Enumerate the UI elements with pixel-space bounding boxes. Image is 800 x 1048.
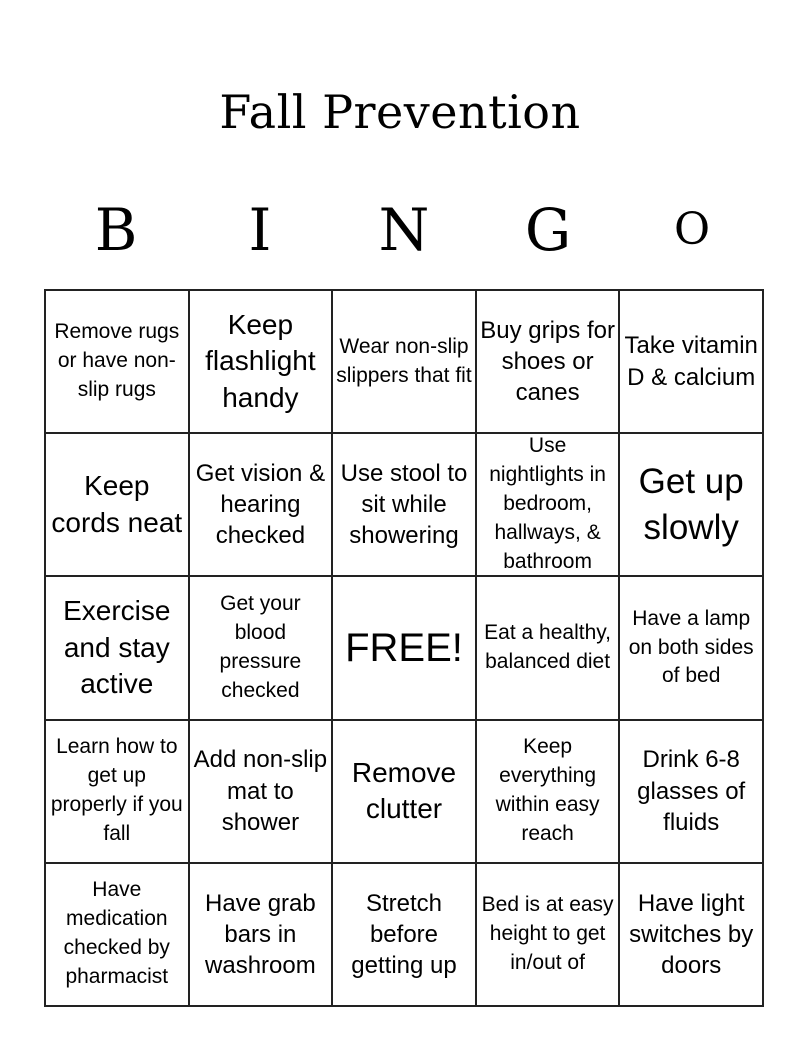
bingo-cell[interactable] bbox=[46, 291, 190, 434]
cell-text: Keep everything within easy reach bbox=[495, 735, 600, 846]
cell-text: Keep flashlight handy bbox=[205, 309, 316, 413]
cell-text: Have grab bars in washroom bbox=[205, 889, 316, 979]
cell-text: Use nightlights in bedroom, hallways, & bathroom bbox=[489, 434, 606, 574]
header-letter-o: O bbox=[673, 204, 711, 255]
bingo-cell[interactable] bbox=[333, 864, 477, 1007]
bingo-cell[interactable] bbox=[190, 291, 334, 434]
bingo-cell[interactable] bbox=[333, 434, 477, 577]
header-letter-i: I bbox=[248, 196, 272, 264]
cell-text: Get your blood pressure checked bbox=[219, 592, 302, 702]
cell-text: Remove rugs or have non-slip rugs bbox=[54, 320, 180, 402]
bingo-cell[interactable] bbox=[190, 577, 334, 720]
bingo-cell[interactable] bbox=[46, 721, 190, 864]
cell-text: FREE! bbox=[345, 625, 463, 670]
cell-text: Exercise and stay active bbox=[63, 595, 171, 700]
bingo-cell[interactable] bbox=[620, 434, 764, 577]
cell-text: Have a lamp on both sides of bed bbox=[628, 606, 754, 688]
bingo-cell[interactable] bbox=[190, 864, 334, 1007]
bingo-cell[interactable] bbox=[190, 434, 334, 577]
bingo-cell[interactable] bbox=[333, 291, 477, 434]
bingo-cell[interactable] bbox=[477, 864, 621, 1007]
cell-text: Eat a healthy, balanced diet bbox=[484, 621, 612, 673]
bingo-cell[interactable] bbox=[477, 434, 621, 577]
bingo-cell[interactable] bbox=[46, 577, 190, 720]
cell-text: Stretch before getting up bbox=[351, 889, 457, 979]
cell-text: Add non-slip mat to shower bbox=[193, 746, 328, 836]
cell-text: Take vitamin D & calcium bbox=[624, 332, 758, 391]
bingo-cell[interactable] bbox=[190, 721, 334, 864]
free-space-cell[interactable] bbox=[333, 577, 477, 720]
cell-text: Get up slowly bbox=[638, 462, 744, 547]
header-letter-g: G bbox=[524, 196, 572, 264]
card-title: Fall Prevention bbox=[219, 85, 581, 139]
bingo-cell[interactable] bbox=[620, 577, 764, 720]
cell-text: Buy grips for shoes or canes bbox=[480, 316, 615, 407]
bingo-cell[interactable] bbox=[333, 721, 477, 864]
bingo-cell[interactable] bbox=[477, 577, 621, 720]
cell-text: Learn how to get up properly if you fall bbox=[50, 735, 183, 846]
cell-text: Use stool to sit while showering bbox=[340, 460, 468, 550]
bingo-header bbox=[44, 190, 764, 270]
cell-text: Keep cords neat bbox=[51, 470, 183, 538]
bingo-grid bbox=[44, 289, 764, 1007]
header-letter-n: N bbox=[378, 196, 430, 264]
cell-text: Have light switches by doors bbox=[629, 889, 754, 979]
bingo-cell[interactable] bbox=[46, 864, 190, 1007]
cell-text: Wear non-slip slippers that fit bbox=[336, 334, 472, 387]
cell-text: Remove clutter bbox=[351, 756, 457, 825]
bingo-cell[interactable] bbox=[46, 434, 190, 577]
bingo-cell[interactable] bbox=[620, 291, 764, 434]
cell-text: Get vision & hearing checked bbox=[195, 460, 326, 550]
cell-text: Have medication checked by pharmacist bbox=[63, 878, 170, 989]
cell-text: Drink 6-8 glasses of fluids bbox=[637, 746, 746, 836]
bingo-cell[interactable] bbox=[477, 291, 621, 434]
bingo-cell[interactable] bbox=[620, 721, 764, 864]
bingo-cell[interactable] bbox=[620, 864, 764, 1007]
cell-text: Bed is at easy height to get in/out of bbox=[481, 892, 614, 974]
header-letter-b: B bbox=[94, 196, 138, 264]
bingo-cell[interactable] bbox=[477, 721, 621, 864]
